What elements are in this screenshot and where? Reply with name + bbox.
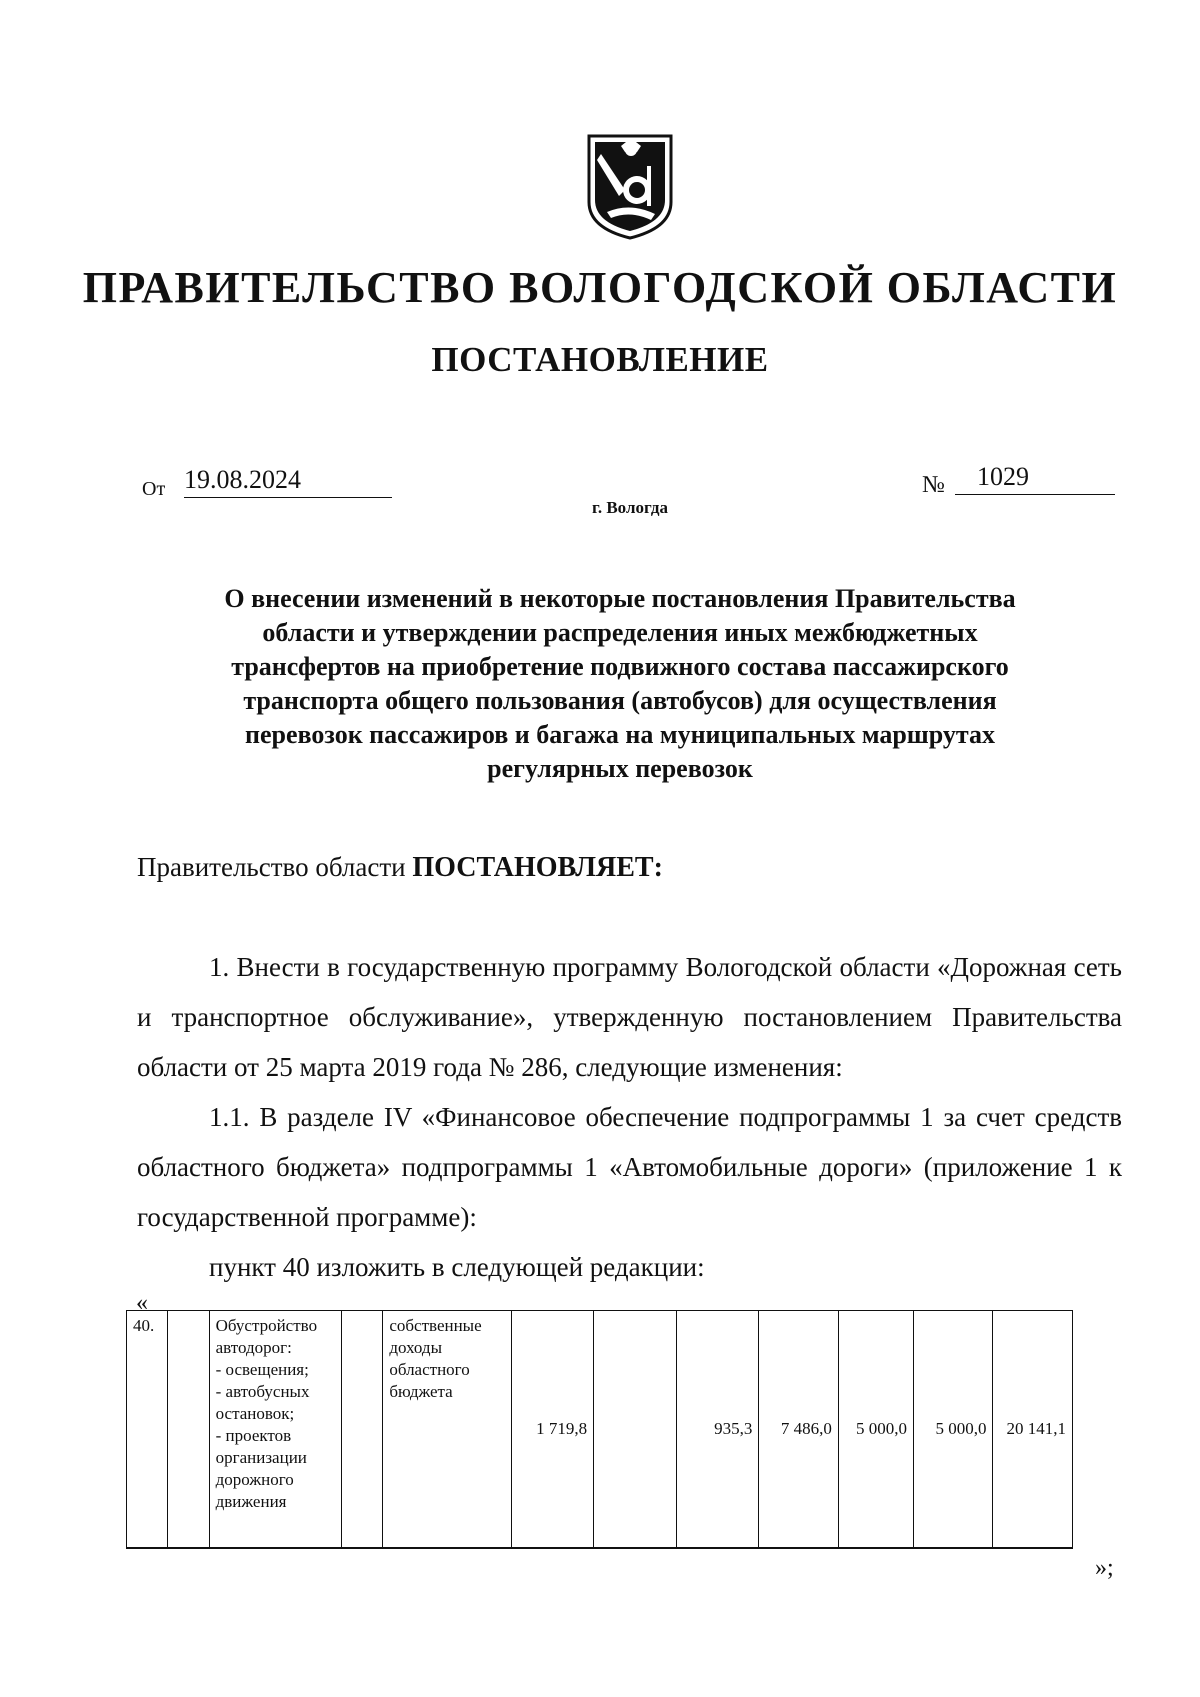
subject-line: области и утверждении распределения иных межбюджетных (262, 618, 978, 647)
paragraph-1: 1. Внести в государственную программу Вологодской области «Дорожная сеть и транспортное обслуживание», утвержденную постановлением Правительства области от 25 марта 2019 года № 286, следующие изменения: (137, 952, 1122, 1082)
cell-value: 5 000,0 (914, 1311, 993, 1549)
cell-value: 1 719,8 (511, 1311, 594, 1549)
cell-name: Обустройство автодорог: - освещения; - автобусных остановок; - проектов организации дорожного движения (209, 1311, 341, 1549)
organization-name: ПРАВИТЕЛЬСТВО ВОЛОГОДСКОЙ ОБЛАСТИ (82, 263, 1118, 312)
document-number: 1029 (955, 462, 1115, 495)
document-type: ПОСТАНОВЛЕНИЕ (431, 340, 769, 379)
preamble (137, 852, 663, 884)
subject-line: О внесении изменений в некоторые постановления Правительства (224, 584, 1016, 613)
subject-line: перевозок пассажиров и багажа на муниципальных маршрутах (245, 720, 995, 749)
number-label: № (922, 472, 945, 498)
table-row (127, 1311, 1073, 1549)
quote-close: »; (1095, 1555, 1114, 1581)
preamble-text: Правительство области (137, 852, 413, 882)
date-label: От (142, 478, 166, 500)
cell-value: 7 486,0 (759, 1311, 838, 1549)
cell-value: 935,3 (676, 1311, 759, 1549)
document-date: 19.08.2024 (184, 465, 392, 498)
finance-table (126, 1310, 1073, 1549)
coat-of-arms-icon (585, 132, 675, 242)
city: г. Вологда (592, 498, 668, 517)
subject-line: регулярных перевозок (487, 754, 753, 783)
quote-open: « (136, 1290, 148, 1316)
cell-value: 5 000,0 (838, 1311, 913, 1549)
cell-value: 20 141,1 (993, 1311, 1073, 1549)
subject-line: трансфертов на приобретение подвижного состава пассажирского (231, 652, 1009, 681)
cell-value (594, 1311, 677, 1549)
cell-blank (168, 1311, 209, 1549)
cell-source: собственные доходы областного бюджета (383, 1311, 511, 1549)
paragraph-item-40: пункт 40 изложить в следующей редакции: (209, 1252, 705, 1282)
preamble-emphasis: ПОСТАНОВЛЯЕТ: (412, 852, 663, 883)
subject-line: транспорта общего пользования (автобусов) для осуществления (243, 686, 997, 715)
document-subject (160, 582, 1080, 786)
cell-number: 40. (127, 1311, 168, 1549)
paragraph-1-1: 1.1. В разделе IV «Финансовое обеспечение подпрограммы 1 за счет средств областного бюджета» подпрограммы 1 «Автомобильные дороги» (приложение 1 к государственной программе): (137, 1102, 1122, 1232)
cell-blank (342, 1311, 383, 1549)
